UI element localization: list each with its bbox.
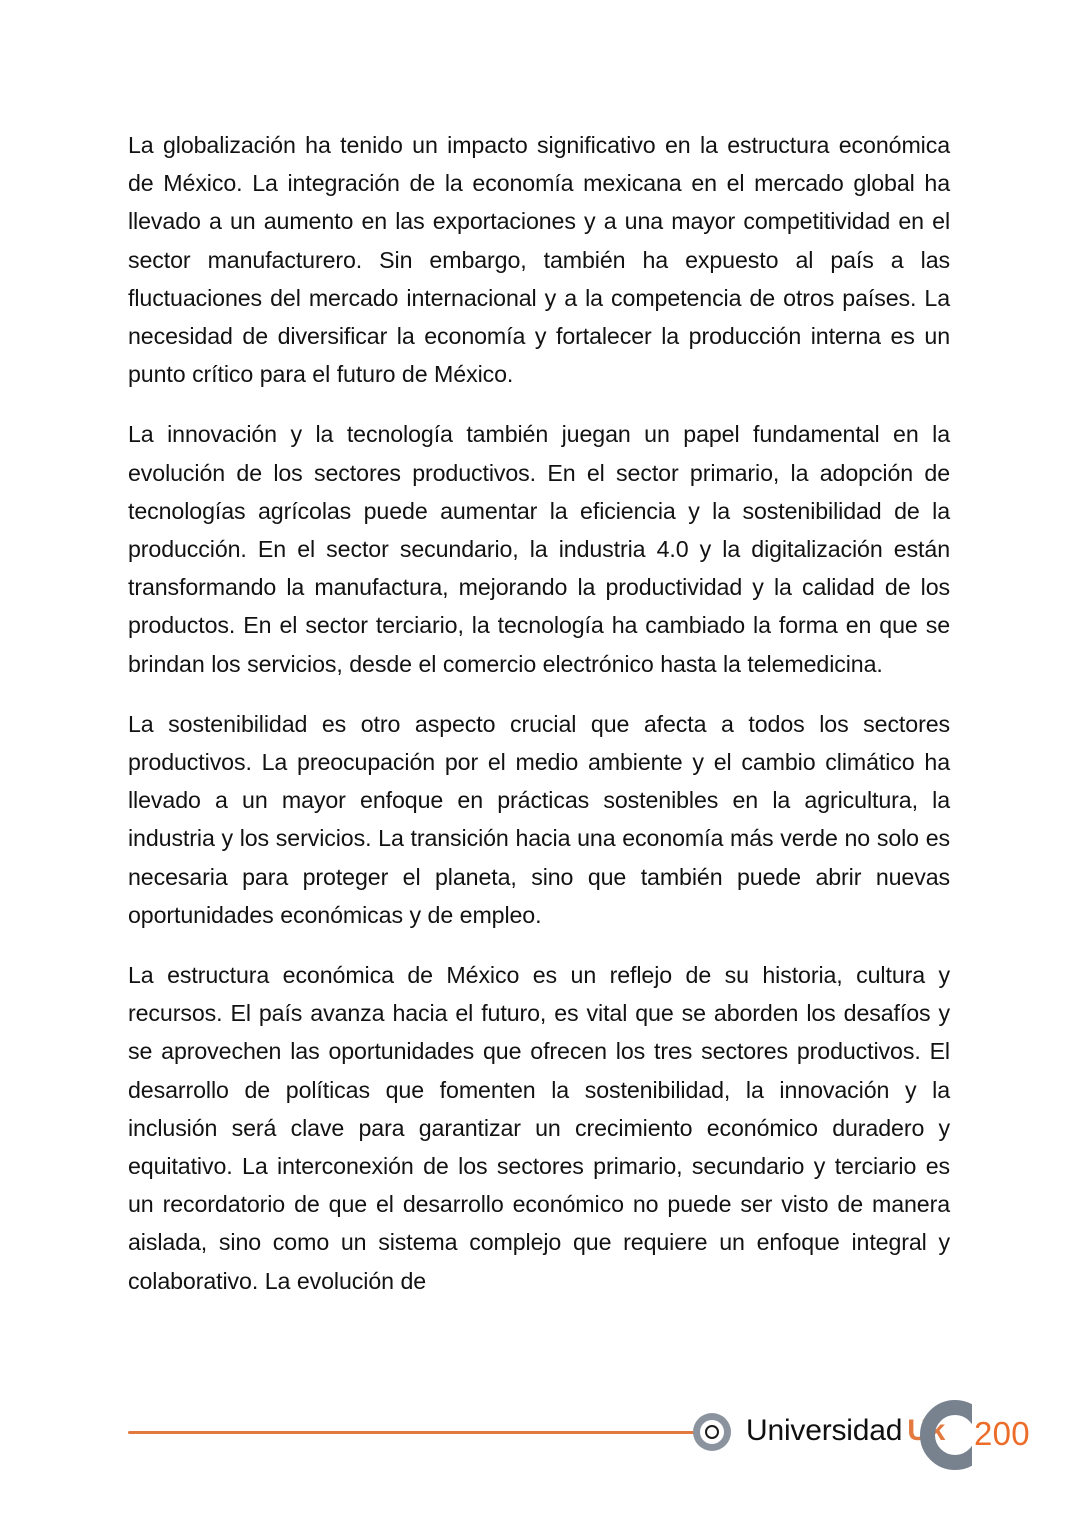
page-number-badge [920, 1400, 1070, 1470]
brand-name-accent: Uk [907, 1414, 946, 1447]
brand-name-primary: Universidad [746, 1414, 903, 1447]
paragraph: La estructura económica de México es un reflejo de su historia, cultura y recursos. El país avanza hacia el futuro, es vital que se aborden los desafíos y se aprovechen las oportunidades que ofrecen los tres sectores productivos. El desarrollo de políticas que fomenten la sostenibilidad, la innovación y la inclusión será clave para garantizar un crecimiento económico duradero y equitativo. La interconexión de los sectores primario, secundario y terciario es un recordatorio de que el desarrollo económico no puede ser visto de manera aislada, sino como un sistema complejo que requiere un enfoque integral y colaborativo. La evolución de [128, 962, 950, 1294]
page-body-text [128, 126, 950, 1300]
footer-divider-rule [128, 1431, 696, 1434]
paragraph: La globalización ha tenido un impacto significativo en la estructura económica de México. La integración de la economía mexicana en el mercado global ha llevado a un aumento en las exportaciones y a una mayor competitividad en el sector manufacturero. Sin embargo, también ha expuesto al país a las fluctuaciones del mercado internacional y a la competencia de otros países. La necesidad de diversificar la economía y fortalecer la producción interna es un punto crítico para el futuro de México. [128, 132, 950, 388]
page-footer [0, 1380, 1080, 1490]
target-dot-icon [693, 1413, 731, 1451]
brand-logotype [746, 1409, 945, 1453]
arc-bracket-icon [920, 1400, 972, 1470]
page-number: 200 [974, 1415, 1030, 1452]
paragraph: La sostenibilidad es otro aspecto crucial que afecta a todos los sectores productivos. La preocupación por el medio ambiente y el cambio climático ha llevado a un mayor enfoque en prácticas sostenibles en la agricultura, la industria y los servicios. La transición hacia una economía más verde no solo es necesaria para proteger el planeta, sino que también puede abrir nuevas oportunidades económicas y de empleo. [128, 710, 950, 928]
target-dot-core [705, 1425, 719, 1439]
arc-bracket-shape [920, 1400, 972, 1470]
paragraph: La innovación y la tecnología también juegan un papel fundamental en la evolución de los sectores productivos. En el sector primario, la adopción de tecnologías agrícolas puede aumentar la eficiencia y la sostenibilidad de la producción. En el sector secundario, la industria 4.0 y la digitalización están transformando la manufactura, mejorando la productividad y la calidad de los productos. En el sector terciario, la tecnología ha cambiado la forma en que se brindan los servicios, desde el comercio electrónico hasta la telemedicina. [128, 421, 950, 677]
